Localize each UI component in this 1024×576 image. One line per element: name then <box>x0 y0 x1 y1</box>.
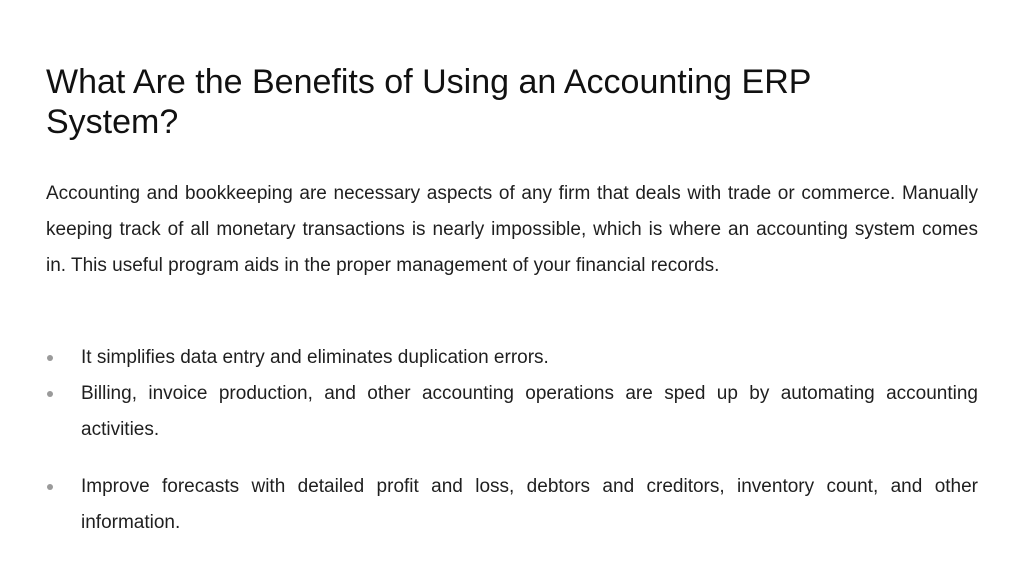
bullet-dot-icon <box>47 355 53 361</box>
list-item-text: Improve forecasts with detailed profit and loss, debtors and creditors, inventory count, and other information. <box>81 476 978 533</box>
bullet-dot-icon <box>47 391 53 397</box>
list-item <box>46 376 978 448</box>
intro-paragraph: Accounting and bookkeeping are necessary aspects of any firm that deals with trade or commerce. Manually keeping track of all monetary transactions is nearly impossible, which is where an accounting system comes in. This useful program aids in the proper management of your financial records. <box>46 183 978 276</box>
list-item-text: It simplifies data entry and eliminates duplication errors. <box>81 347 549 368</box>
page-title: What Are the Benefits of Using an Accounting ERP System? <box>46 63 811 141</box>
list-item <box>46 340 978 376</box>
list-item-text: Billing, invoice production, and other accounting operations are sped up by automating accounting activities. <box>81 383 978 440</box>
benefits-list-secondary <box>46 469 978 541</box>
list-item <box>46 469 978 541</box>
benefits-list <box>46 340 978 448</box>
bullet-dot-icon <box>47 484 53 490</box>
